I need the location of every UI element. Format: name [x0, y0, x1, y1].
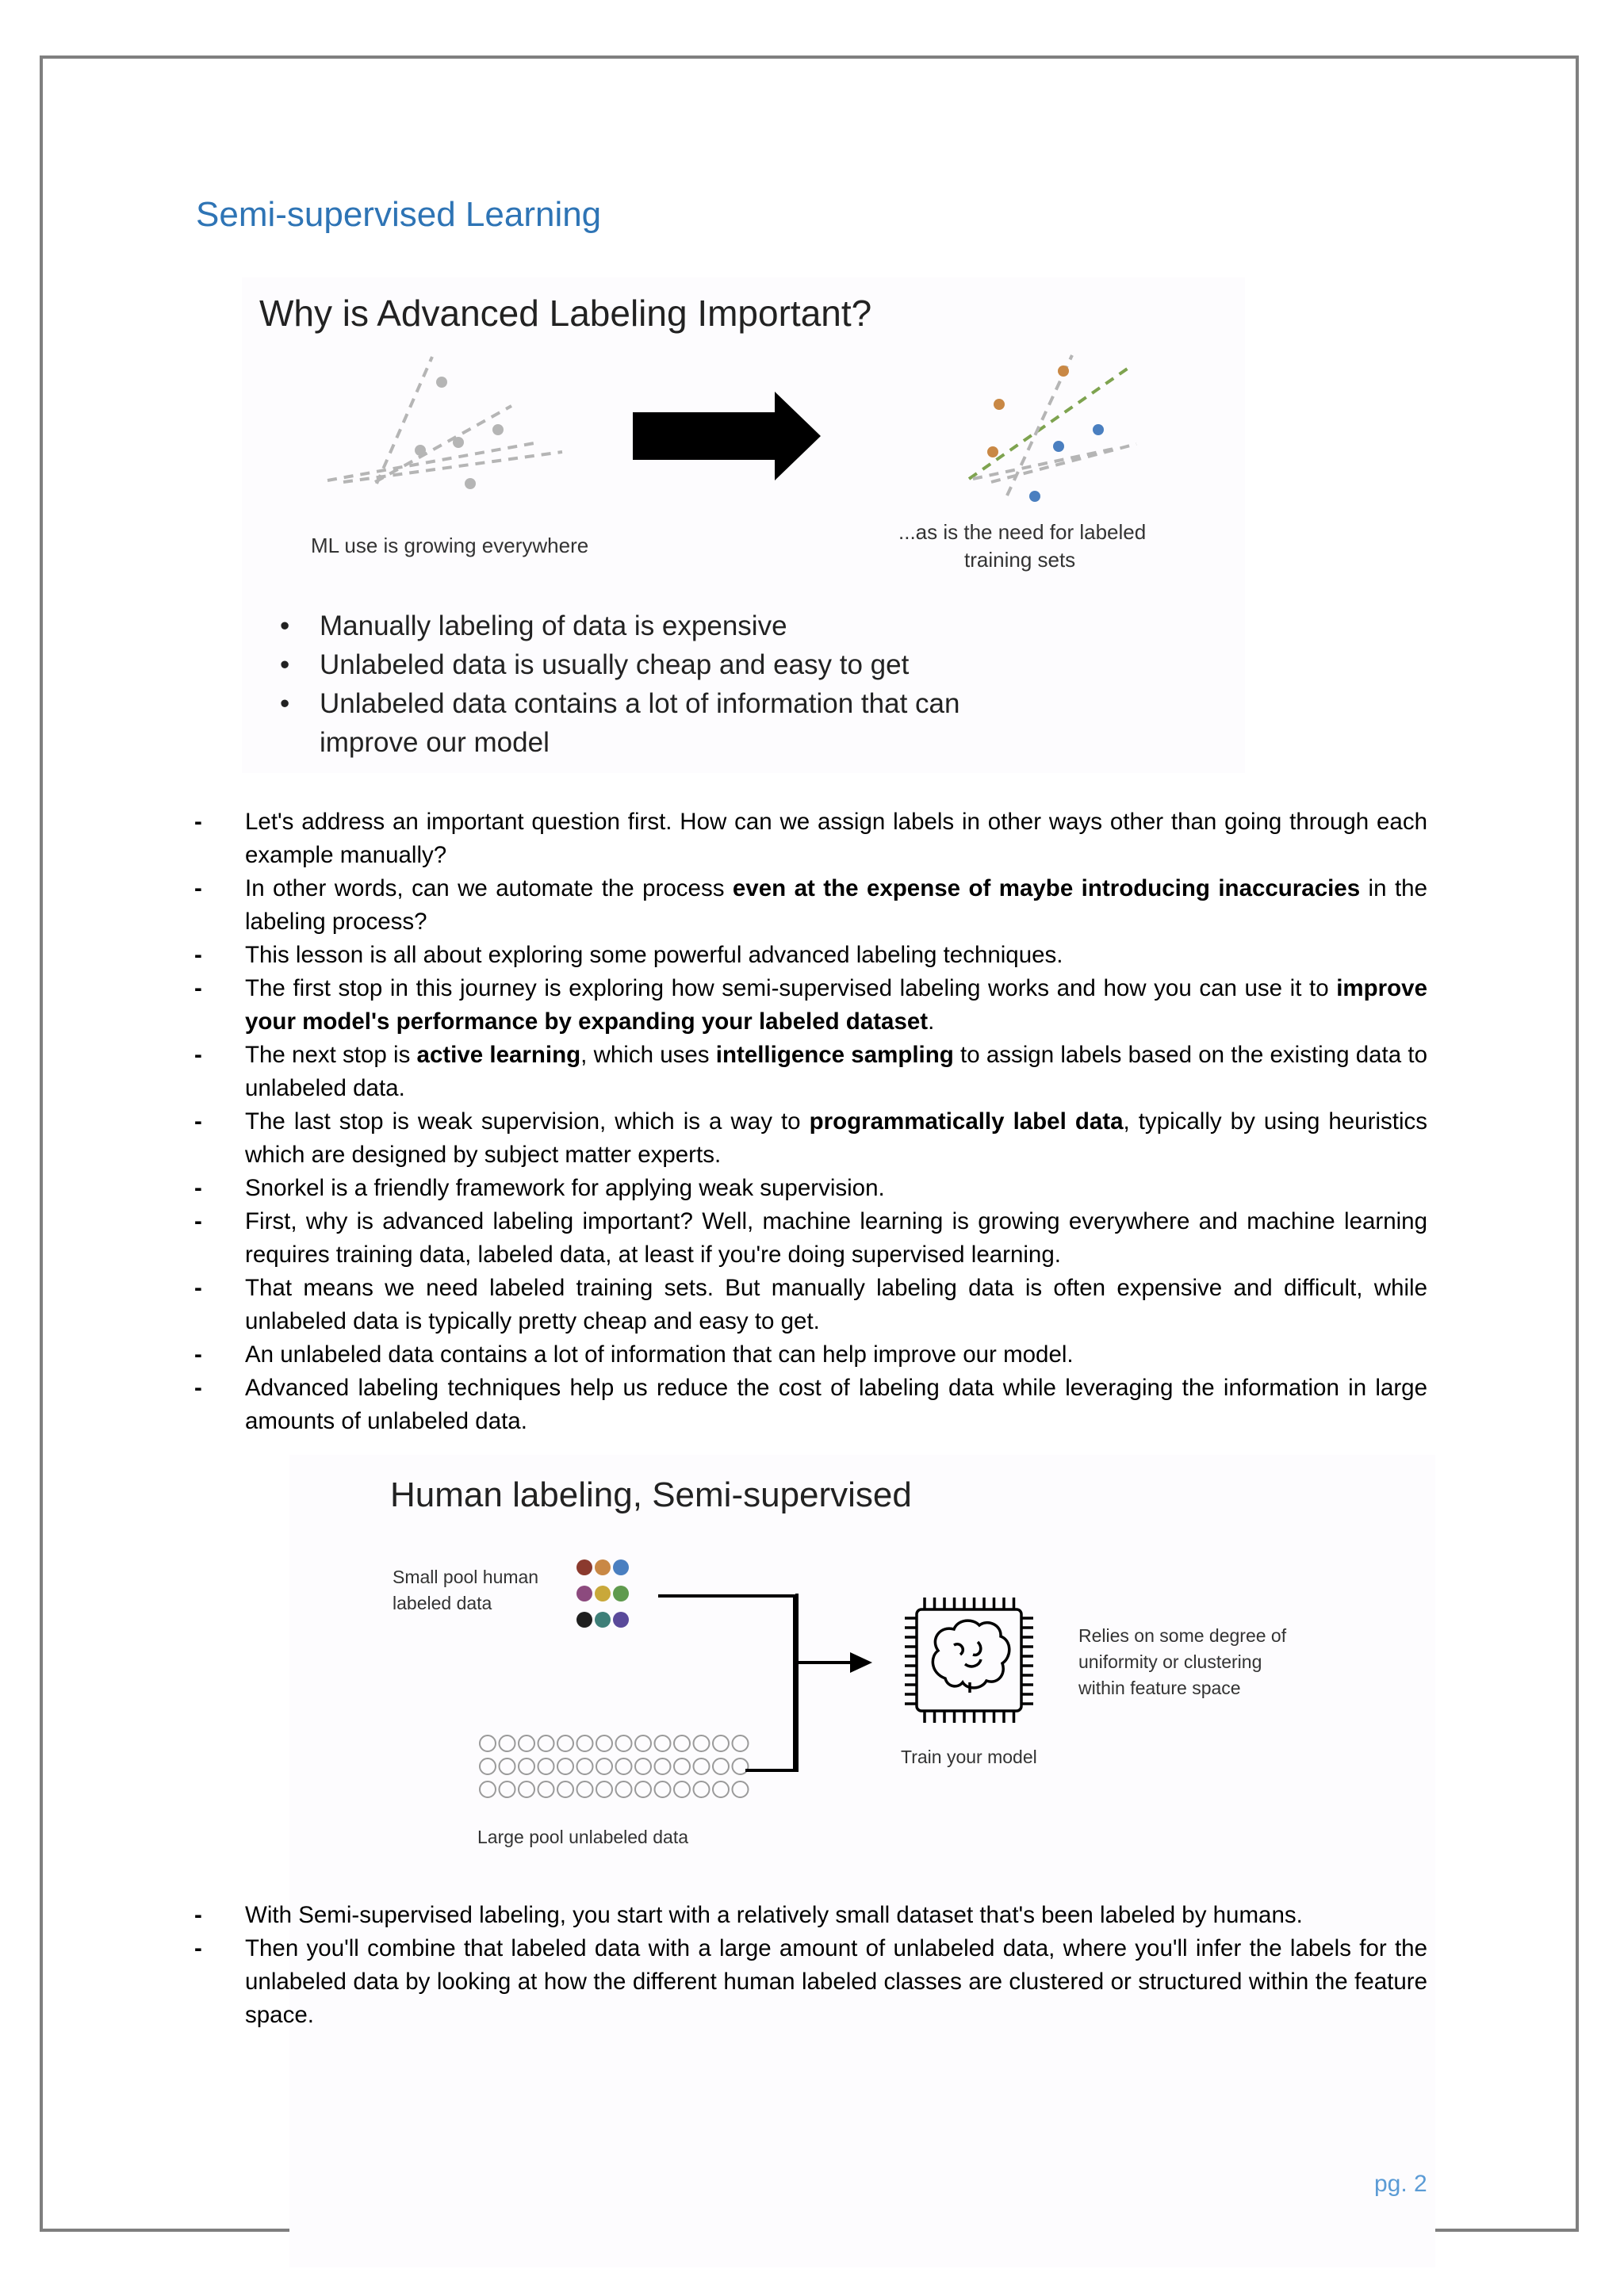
left-scatter-plot — [327, 357, 562, 489]
dashed-line — [969, 366, 1131, 479]
caption-need-labeled-line1: ...as is the need for labeled — [898, 520, 1147, 544]
unlabeled-circle — [694, 1758, 710, 1774]
unlabeled-circle — [577, 1735, 593, 1751]
unlabeled-circle — [655, 1735, 671, 1751]
unlabeled-circle — [674, 1758, 690, 1774]
note-item: - The next stop is active learning, which uses intelligence sampling to assign labels based on the existing data to unlabeled data. — [194, 1039, 1427, 1105]
unlabeled-circle — [616, 1735, 632, 1751]
slide-bullet: • Unlabeled data is usually cheap and easy to get — [280, 645, 994, 684]
unlabeled-circle — [557, 1758, 573, 1774]
unlabeled-circle — [733, 1781, 749, 1797]
unlabeled-circle — [519, 1781, 534, 1797]
unlabeled-circle — [500, 1735, 515, 1751]
data-point — [415, 445, 426, 456]
labeled-dot — [613, 1612, 629, 1628]
notes-list-1 — [194, 806, 1427, 1438]
unlabeled-circle — [557, 1781, 573, 1797]
emphasis: active learning — [416, 1042, 581, 1068]
note-item: - The first stop in this journey is exploring how semi-supervised labeling works and how you can use it to improve your model's performance by expanding your labeled dataset. — [194, 972, 1427, 1039]
labeled-dot — [576, 1559, 592, 1575]
unlabeled-circle — [538, 1758, 554, 1774]
labeled-dot — [613, 1586, 629, 1601]
emphasis: improve your model's performance by expanding your labeled dataset — [245, 975, 1427, 1035]
small-pool-label: Small pool human labeled data — [393, 1567, 539, 1613]
emphasis: intelligence sampling — [715, 1042, 954, 1068]
caption-need-labeled-line2: training sets — [964, 548, 1076, 572]
unlabeled-circle — [577, 1781, 593, 1797]
slide-bullet: • Manually labeling of data is expensive — [280, 607, 994, 645]
note-item: - With Semi-supervised labeling, you start with a relatively small dataset that's been labeled by humans. — [194, 1899, 1427, 1932]
data-point — [1029, 491, 1040, 502]
train-model-label: Train your model — [901, 1747, 1037, 1767]
unlabeled-circle — [635, 1758, 651, 1774]
labeled-dot — [595, 1612, 611, 1628]
unlabeled-circle — [616, 1758, 632, 1774]
note-item: - The last stop is weak supervision, which is a way to programmatically label data, typically by using heuristics which are designed by subject matter experts. — [194, 1105, 1427, 1172]
note-item: - In other words, can we automate the process even at the expense of maybe introducing inaccuracies in the labeling process? — [194, 872, 1427, 939]
note-item: - Advanced labeling techniques help us reduce the cost of labeling data while leveraging the information in large amounts of unlabeled data. — [194, 1372, 1427, 1438]
emphasis: programmatically label data — [809, 1108, 1124, 1135]
large-pool-label: Large pool unlabeled data — [477, 1827, 689, 1847]
unlabeled-circle — [500, 1781, 515, 1797]
data-point — [1093, 424, 1104, 435]
labeled-dot — [576, 1612, 592, 1628]
notes-list-2 — [194, 1899, 1427, 2032]
unlabeled-circle — [655, 1758, 671, 1774]
unlabeled-circle — [480, 1735, 496, 1751]
note-item: - This lesson is all about exploring some powerful advanced labeling techniques. — [194, 939, 1427, 972]
unlabeled-circle — [713, 1735, 729, 1751]
dashed-line — [375, 406, 511, 482]
unlabeled-circle — [538, 1735, 554, 1751]
data-point — [436, 377, 447, 388]
unlabeled-circle — [519, 1758, 534, 1774]
data-point — [465, 478, 476, 489]
unlabeled-circle — [519, 1735, 534, 1751]
slide-title: Human labeling, Semi-supervised — [390, 1475, 912, 1514]
labeled-dot — [576, 1586, 592, 1601]
relies-on-label: Relies on some degree of uniformity or clustering within feature space — [1078, 1625, 1287, 1698]
right-scatter-plot — [969, 355, 1136, 502]
slide-bullet: • Unlabeled data contains a lot of information that can improve our model — [280, 684, 994, 762]
section-heading: Semi-supervised Learning — [196, 195, 602, 234]
data-point — [453, 437, 464, 448]
unlabeled-circle — [674, 1781, 690, 1797]
note-item: - Let's address an important question first. How can we assign labels in other ways other than going through each example manually? — [194, 806, 1427, 872]
unlabeled-circle — [577, 1758, 593, 1774]
note-item: - First, why is advanced labeling important? Well, machine learning is growing everywhere and machine learning requires training data, labeled data, at least if you're doing supervised learning. — [194, 1205, 1427, 1272]
note-item: - Then you'll combine that labeled data with a large amount of unlabeled data, where you'll infer the labels for the unlabeled data by looking at how the different human labeled classes are clustered or structured within the feature space. — [194, 1932, 1427, 2032]
unlabeled-circle — [635, 1781, 651, 1797]
unlabeled-circle — [713, 1758, 729, 1774]
note-item: - Snorkel is a friendly framework for applying weak supervision. — [194, 1172, 1427, 1205]
unlabeled-circle — [480, 1758, 496, 1774]
slide-human-labeling-semi-supervised — [289, 1455, 1435, 2267]
unlabeled-circle — [635, 1735, 651, 1751]
slide1-bullets — [280, 607, 994, 762]
unlabeled-circle — [733, 1735, 749, 1751]
caption-ml-growing: ML use is growing everywhere — [311, 534, 589, 557]
labeled-dot — [595, 1586, 611, 1601]
cpu-brain-icon — [905, 1598, 1033, 1723]
page-number: pg. 2 — [1374, 2171, 1427, 2197]
connector-lines — [658, 1594, 852, 1770]
data-point — [994, 399, 1005, 410]
unlabeled-circle — [500, 1758, 515, 1774]
slide-title: Why is Advanced Labeling Important? — [259, 293, 872, 334]
unlabeled-circle — [694, 1735, 710, 1751]
arrow-right-icon — [633, 392, 821, 480]
slide-why-advanced-labeling — [242, 277, 1245, 773]
note-item: - That means we need labeled training sets. But manually labeling data is often expensive and difficult, while unlabeled data is typically pretty cheap and easy to get. — [194, 1272, 1427, 1338]
unlabeled-circle — [616, 1781, 632, 1797]
unlabeled-circle — [674, 1735, 690, 1751]
labeled-dot — [595, 1559, 611, 1575]
data-point — [1058, 365, 1069, 377]
note-item: - An unlabeled data contains a lot of information that can help improve our model. — [194, 1338, 1427, 1372]
unlabeled-circle — [655, 1781, 671, 1797]
arrow-head-icon — [850, 1652, 872, 1673]
data-point — [987, 446, 998, 457]
unlabeled-circle — [596, 1735, 612, 1751]
data-point — [1053, 441, 1064, 452]
unlabeled-circle — [557, 1735, 573, 1751]
unlabeled-circle — [713, 1781, 729, 1797]
unlabeled-circle — [596, 1758, 612, 1774]
unlabeled-circle — [480, 1781, 496, 1797]
unlabeled-circles-grid — [480, 1735, 749, 1797]
unlabeled-circle — [538, 1781, 554, 1797]
labeled-dot — [613, 1559, 629, 1575]
data-point — [492, 424, 504, 435]
unlabeled-circle — [596, 1781, 612, 1797]
labeled-dots-grid — [576, 1559, 629, 1628]
emphasis: even at the expense of maybe introducing inaccuracies — [732, 875, 1361, 901]
unlabeled-circle — [694, 1781, 710, 1797]
dashed-line — [343, 452, 562, 482]
